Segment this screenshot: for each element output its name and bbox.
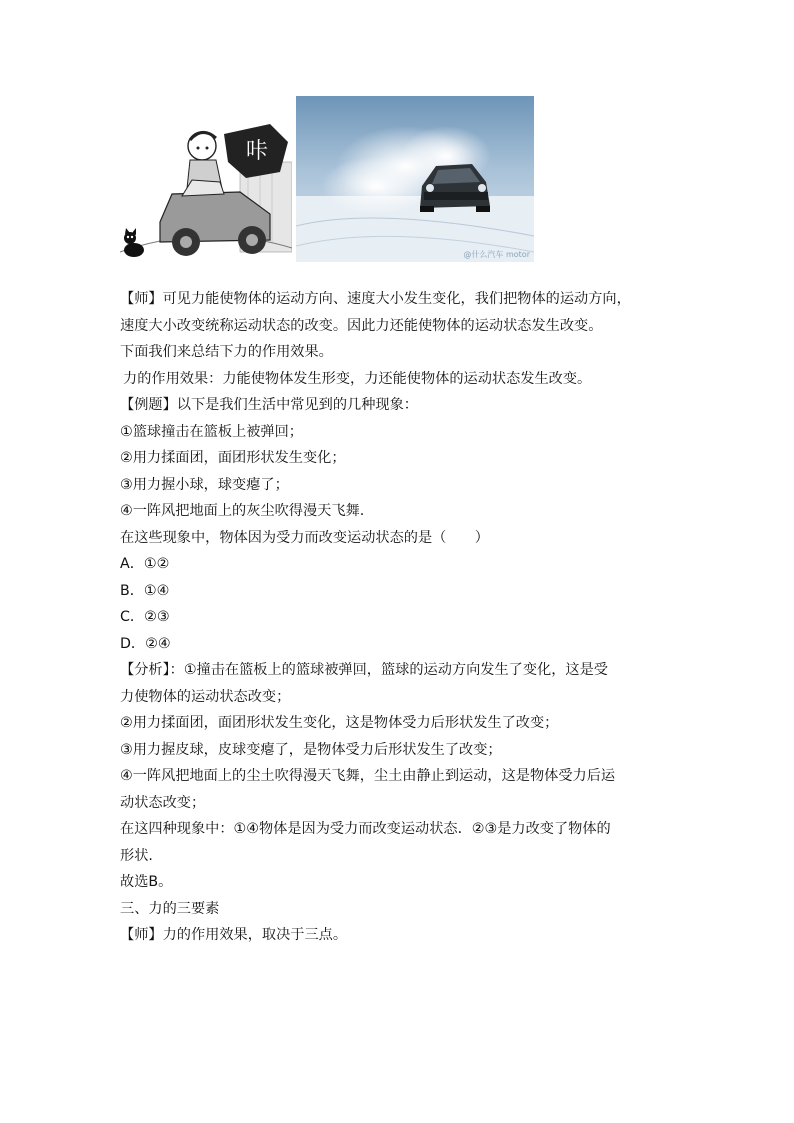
phenomenon-item: ②用力揉面团，面团形状发生变化； <box>120 450 346 466</box>
paragraph-line: 【师】可见力能使物体的运动方向、速度大小发生变化，我们把物体的运动方向， <box>120 291 631 307</box>
figure-row <box>120 96 534 262</box>
question-text: 在这些现象中，物体因为受力而改变运动状态的是（ ） <box>120 529 489 546</box>
photo-watermark: @什么汽车 motor <box>463 250 530 259</box>
example-heading: 【例题】以下是我们生活中常见到的几种现象： <box>120 397 418 413</box>
phenomenon-item: ④一阵风把地面上的灰尘吹得漫天飞舞. <box>120 503 365 519</box>
paragraph-line: 力的作用效果：力能使物体发生形变，力还能使物体的运动状态发生改变。 <box>123 370 592 387</box>
phenomenon-item: ③用力握小球，球变瘪了； <box>120 476 289 493</box>
answer-line: 故选B。 <box>120 874 173 890</box>
analysis-line: ④一阵风把地面上的尘土吹得漫天飞舞，尘土由静止到运动，这是物体受力后运 <box>120 768 616 784</box>
paragraph-line: 【师】力的作用效果，取决于三点。 <box>120 927 348 943</box>
analysis-line: ③用力握皮球，皮球变瘪了，是物体受力后形状发生了改变； <box>120 741 502 758</box>
drifting-car-snow-photo <box>296 96 534 262</box>
section-heading: 三、力的三要素 <box>120 900 220 917</box>
cartoon-caption: 咔 <box>246 139 269 164</box>
analysis-line: 【分析】：①撞击在篮板上的篮球被弹回，篮球的运动方向发生了变化，这是受 <box>120 662 608 678</box>
snow-car-illustration <box>296 96 534 262</box>
answer-option-d: D．②④ <box>120 635 171 652</box>
answer-option-c: C．②③ <box>120 609 170 625</box>
analysis-line: ②用力揉面团，面团形状发生变化，这是物体受力后形状发生了改变； <box>120 715 559 731</box>
answer-option-b: B．①④ <box>120 582 170 599</box>
analysis-line: 在这四种现象中：①④物体是因为受力而改变运动状态．②③是力改变了物体的 <box>120 821 611 837</box>
cartoon-car-braking-image <box>120 102 292 260</box>
phenomenon-item: ①篮球撞击在篮板上被弹回； <box>120 423 303 440</box>
analysis-line: 力使物体的运动状态改变； <box>120 688 291 705</box>
paragraph-line: 下面我们来总结下力的作用效果。 <box>120 344 333 360</box>
paragraph-line: 速度大小改变统称运动状态的改变。因此力还能使物体的运动状态发生改变。 <box>120 317 603 334</box>
analysis-line: 动状态改变； <box>120 794 206 811</box>
analysis-line: 形状. <box>120 847 153 864</box>
document-body <box>120 286 680 949</box>
answer-option-a: A．①② <box>120 556 170 572</box>
